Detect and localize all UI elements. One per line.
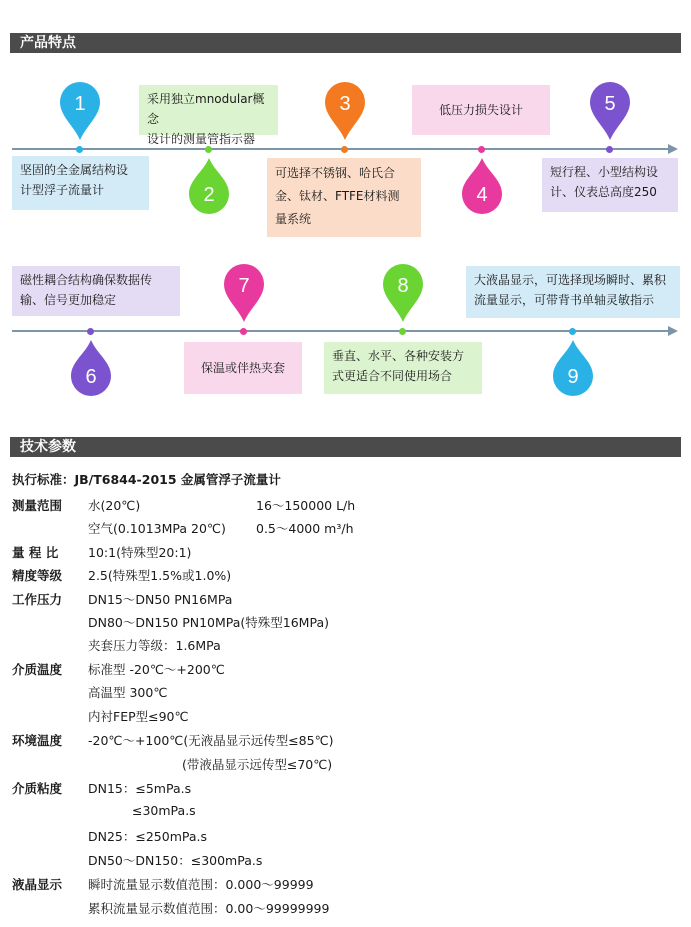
feature-2-box bbox=[139, 85, 278, 146]
feature-6-line-2: 输、信号更加稳定 bbox=[20, 293, 117, 307]
spec-visc-label: 介质粘度 bbox=[12, 781, 63, 796]
spec-range-water-value: 16～150000 L/h bbox=[256, 498, 356, 513]
timeline-arrow-1 bbox=[668, 144, 678, 154]
feature-9-dot bbox=[569, 328, 576, 335]
feature-3-dot bbox=[341, 146, 348, 153]
feature-2-drop-icon bbox=[187, 156, 231, 216]
features-section-header bbox=[10, 33, 681, 53]
feature-5-number: 5 bbox=[604, 93, 616, 115]
feature-1-number: 1 bbox=[74, 93, 86, 115]
feature-9-number: 9 bbox=[567, 366, 579, 388]
feature-7-dot bbox=[240, 328, 247, 335]
spec-envtemp-label: 环境温度 bbox=[12, 733, 63, 748]
spec-ratio-value: 10:1(特殊型20:1) bbox=[88, 545, 192, 560]
feature-4-number: 4 bbox=[476, 184, 488, 206]
features-title: 产品特点 bbox=[20, 35, 76, 51]
feature-3-line-2: 金、钛材、FTFE材料测 bbox=[275, 189, 400, 203]
feature-7-drop-icon bbox=[222, 262, 266, 324]
spec-pressure-1: DN15～DN50 PN16MPa bbox=[88, 592, 233, 607]
feature-6-line-1: 磁性耦合结构确保数据传 bbox=[20, 273, 153, 287]
feature-4-line-1: 低压力损失设计 bbox=[438, 103, 523, 117]
spec-range-air-value: 0.5～4000 m³/h bbox=[256, 521, 354, 536]
feature-2-line-1: 采用独立mnodular概念 bbox=[147, 92, 265, 126]
specs-section-header bbox=[10, 437, 681, 457]
feature-5-drop-icon bbox=[588, 80, 632, 142]
spec-visc-4: DN50～DN150：≤300mPa.s bbox=[88, 853, 263, 868]
feature-9-drop-icon bbox=[551, 338, 595, 398]
feature-4-drop-icon bbox=[460, 156, 504, 216]
feature-1-dot bbox=[76, 146, 83, 153]
feature-8-number: 8 bbox=[397, 275, 409, 297]
feature-6-drop-icon bbox=[69, 338, 113, 398]
spec-lcd-1: 瞬时流量显示数值范围：0.000～99999 bbox=[88, 877, 314, 892]
timeline-arrow-2 bbox=[668, 326, 678, 336]
feature-3-line-3: 量系统 bbox=[275, 212, 312, 226]
feature-3-line-1: 可选择不锈钢、哈氏合 bbox=[275, 166, 396, 180]
feature-1-line-1: 坚固的全金属结构设 bbox=[20, 163, 129, 177]
feature-6-dot bbox=[87, 328, 94, 335]
feature-8-drop-icon bbox=[381, 262, 425, 324]
spec-range-air: 空气(0.1013MPa 20℃) bbox=[88, 521, 226, 536]
spec-pressure-2: DN80～DN150 PN10MPa(特殊型16MPa) bbox=[88, 615, 329, 630]
feature-4-dot bbox=[478, 146, 485, 153]
feature-6-box bbox=[12, 266, 180, 316]
spec-envtemp-1: -20℃～+100℃(无液晶显示远传型≤85℃) bbox=[88, 733, 334, 748]
spec-range-label: 测量范围 bbox=[12, 498, 63, 513]
spec-medtemp-1: 标准型 -20℃～+200℃ bbox=[88, 662, 225, 677]
feature-1-drop-icon bbox=[58, 80, 102, 142]
spec-envtemp-2: (带液晶显示远传型≤70℃) bbox=[182, 757, 333, 772]
spec-pressure-label: 工作压力 bbox=[12, 592, 63, 607]
feature-9-line-1: 大液晶显示，可选择现场瞬时、累积 bbox=[474, 273, 667, 287]
spec-medtemp-label: 介质温度 bbox=[12, 662, 63, 677]
feature-5-dot bbox=[606, 146, 613, 153]
feature-6-number: 6 bbox=[85, 366, 97, 388]
feature-1-line-2: 计型浮子流量计 bbox=[20, 183, 105, 197]
feature-5-box bbox=[542, 158, 678, 212]
spec-visc-3: DN25：≤250mPa.s bbox=[88, 829, 208, 844]
feature-9-box bbox=[466, 266, 680, 318]
spec-standard bbox=[12, 470, 281, 488]
spec-accuracy-value: 2.5(特殊型1.5%或1.0%) bbox=[88, 568, 232, 583]
feature-7-line-1: 保温或伴热夹套 bbox=[200, 361, 285, 375]
feature-8-dot bbox=[399, 328, 406, 335]
feature-2-number: 2 bbox=[203, 184, 215, 206]
spec-medtemp-3: 内衬FEP型≤90℃ bbox=[88, 709, 189, 724]
feature-7-box bbox=[184, 342, 302, 394]
spec-visc-1: DN15：≤5mPa.s bbox=[88, 781, 192, 796]
spec-visc-2: ≤30mPa.s bbox=[132, 803, 196, 818]
feature-4-box bbox=[412, 85, 550, 135]
feature-1-box bbox=[12, 156, 149, 210]
feature-8-line-2: 式更适合不同使用场合 bbox=[332, 369, 453, 383]
feature-3-number: 3 bbox=[339, 93, 351, 115]
feature-8-box bbox=[324, 342, 482, 394]
feature-5-line-2: 计、仪表总高度250 bbox=[550, 185, 657, 199]
spec-pressure-3: 夹套压力等级：1.6MPa bbox=[88, 638, 221, 653]
spec-medtemp-2: 高温型 300℃ bbox=[88, 685, 168, 700]
spec-accuracy-label: 精度等级 bbox=[12, 568, 63, 583]
spec-lcd-label: 液晶显示 bbox=[12, 877, 63, 892]
feature-2-line-2: 设计的测量管指示器 bbox=[147, 132, 256, 146]
spec-lcd-2: 累积流量显示数值范围：0.00～99999999 bbox=[88, 901, 330, 916]
feature-7-number: 7 bbox=[238, 275, 250, 297]
feature-3-drop-icon bbox=[323, 80, 367, 142]
feature-9-line-2: 流量显示，可带背书单轴灵敏指示 bbox=[474, 293, 655, 307]
spec-ratio-label: 量 程 比 bbox=[12, 545, 59, 560]
feature-5-line-1: 短行程、小型结构设 bbox=[550, 165, 659, 179]
spec-standard-text: 执行标准：JB/T6844-2015 金属管浮子流量计 bbox=[12, 472, 281, 487]
specs-title: 技术参数 bbox=[20, 439, 76, 455]
feature-2-dot bbox=[205, 146, 212, 153]
spec-range-water: 水(20℃) bbox=[88, 498, 141, 513]
feature-3-box bbox=[267, 158, 421, 237]
feature-8-line-1: 垂直、水平、各种安装方 bbox=[332, 349, 465, 363]
